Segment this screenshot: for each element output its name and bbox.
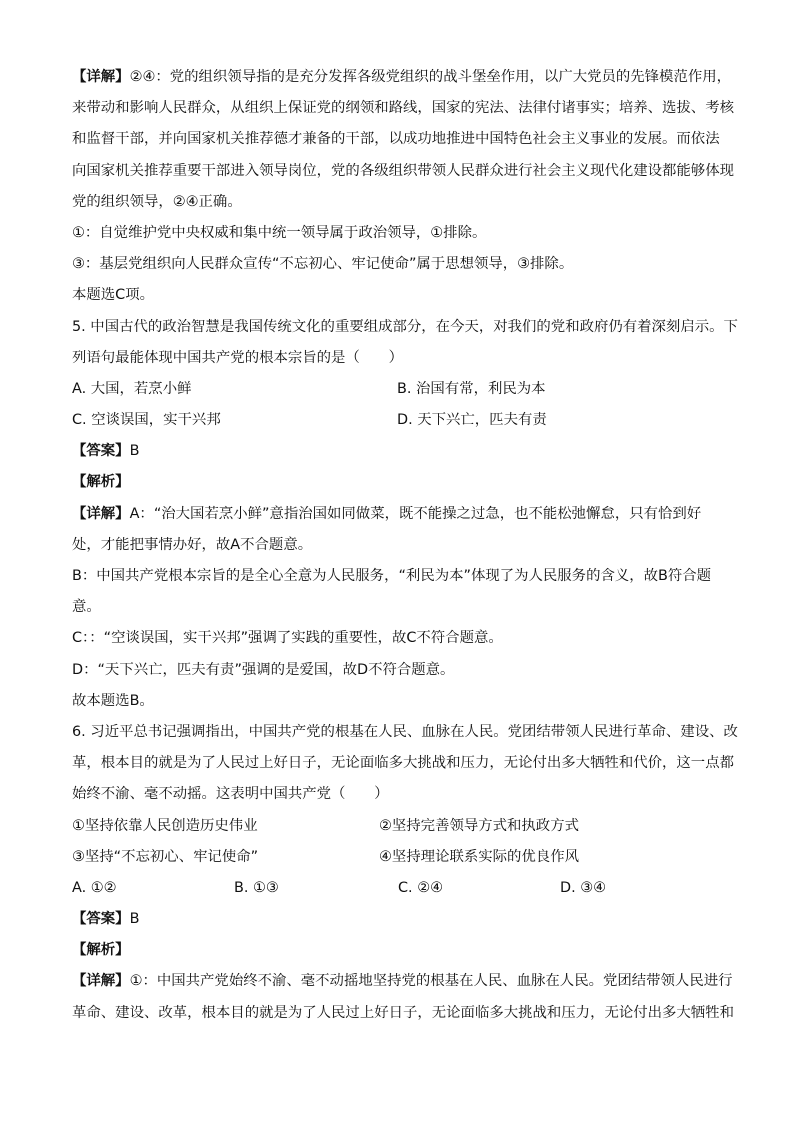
q5-analysis-tag: 【解析】 (72, 474, 130, 491)
q5-detail-line-7: 故本题选B。 (72, 692, 154, 709)
q5-detail-line-1: 【详解】A：“治大国若烹小鲜”意指治国如同做菜，既不能操之过急，也不能松弛懈怠，只有恰到好 (72, 505, 702, 522)
q4-detail-line-4: 向国家机关推荐重要干部进入领导岗位，党的各级组织带领人民群众进行社会主义现代化建设都能够体现 (72, 162, 734, 179)
q6-detail-line-2: 革命、建设、改革，根本目的就是为了人民过上好日子，无论面临多大挑战和压力，无论付出多大牺牲和 (72, 1004, 734, 1021)
q5-detail-line-4: 意。 (72, 599, 101, 616)
q5-detail-line-2: 处，才能把事情办好，故A不合题意。 (72, 536, 313, 553)
answer-value: B (129, 443, 140, 460)
q4-exclusion-2: ③：基层党组织向人民群众宣传“不忘初心、牢记使命”属于思想领导，③排除。 (72, 256, 574, 273)
q6-statement-2: ②坚持完善领导方式和执政方式 (379, 817, 579, 834)
q5-option-c: C. 空谈误国，实干兴邦 (72, 412, 221, 429)
q6-stem-line-2: 革，根本目的就是为了人民过上好日子，无论面临多大挑战和压力，无论付出多大牺牲和代价，这一点都 (72, 755, 734, 772)
detail-tag: 【详解】 (72, 505, 130, 522)
q4-exclusion-1: ①：自觉维护党中央权威和集中统一领导属于政治领导，①排除。 (72, 224, 487, 241)
q5-detail-line-5: C：：“空谈误国，实干兴邦”强调了实践的重要性，故C不符合题意。 (72, 630, 503, 647)
q4-conclusion: 本题选C项。 (72, 287, 155, 304)
q5-stem-line-2: 列语句最能体现中国共产党的根本宗旨的是（ ） (72, 349, 403, 366)
q6-option-d: D. ③④ (560, 879, 607, 896)
q6-detail-line-1: 【详解】①：中国共产党始终不渝、毫不动摇地坚持党的根基在人民、血脉在人民。党团结带领人民进行 (72, 973, 733, 990)
q6-statement-4: ④坚持理论联系实际的优良作风 (379, 848, 579, 865)
q5-options-row-2 (72, 405, 722, 436)
q6-option-c: C. ②④ (398, 879, 443, 896)
detail-tag: 【详解】 (72, 973, 130, 990)
q6-options-row (72, 873, 722, 904)
q5-stem-line-1: 5. 中国古代的政治智慧是我国传统文化的重要组成部分，在今天，对我们的党和政府仍有着深刻启示。下 (72, 318, 738, 335)
q6-option-a: A. ①② (72, 879, 117, 896)
q5-detail-line-6: D：“天下兴亡，匹夫有责”强调的是爱国，故D不符合题意。 (72, 661, 455, 678)
q5-answer (72, 436, 722, 467)
q6-statement-1: ①坚持依靠人民创造历史伟业 (72, 817, 258, 834)
q5-option-b: B. 治国有常，利民为本 (397, 380, 546, 397)
q6-statements-row-2 (72, 842, 722, 873)
answer-tag: 【答案】 (72, 443, 130, 460)
q6-analysis-tag: 【解析】 (72, 942, 130, 959)
q5-options-row-1 (72, 374, 722, 405)
q6-stem-line-1: 6. 习近平总书记强调指出，中国共产党的根基在人民、血脉在人民。党团结带领人民进行革命、建设、改 (72, 723, 738, 740)
q5-detail-line-3: B：中国共产党根本宗旨的是全心全意为人民服务，“利民为本”体现了为人民服务的含义，故B符合题 (72, 568, 712, 584)
q4-detail-line-2: 来带动和影响人民群众，从组织上保证党的纲领和路线，国家的宪法、法律付诸事实；培养、选拔、考核 (72, 100, 734, 117)
q4-detail-line-5: 党的组织领导，②④正确。 (72, 193, 242, 210)
q6-answer (72, 904, 722, 935)
q5-option-a: A. 大国，若烹小鲜 (72, 380, 192, 397)
q6-stem-line-3: 始终不渝、毫不动摇。这表明中国共产党（ ） (72, 786, 389, 803)
q4-detail-line-3: 和监督干部，并向国家机关推荐德才兼备的干部，以成功地推进中国特色社会主义事业的发展。而依法 (72, 131, 720, 148)
q5-option-d: D. 天下兴亡，匹夫有责 (397, 412, 547, 429)
q4-detail-line-1: 【详解】②④：党的组织领导指的是充分发挥各级党组织的战斗堡垒作用，以广大党员的先锋模范作用， (72, 69, 732, 85)
q6-statements-row-1 (72, 811, 722, 842)
detail-tag: 【详解】 (72, 69, 130, 85)
q6-option-b: B. ①③ (234, 879, 279, 896)
q6-statement-3: ③坚持“不忘初心、牢记使命” (72, 848, 259, 865)
answer-tag: 【答案】 (72, 911, 130, 928)
answer-value: B (129, 911, 140, 928)
document-page (72, 62, 738, 1029)
